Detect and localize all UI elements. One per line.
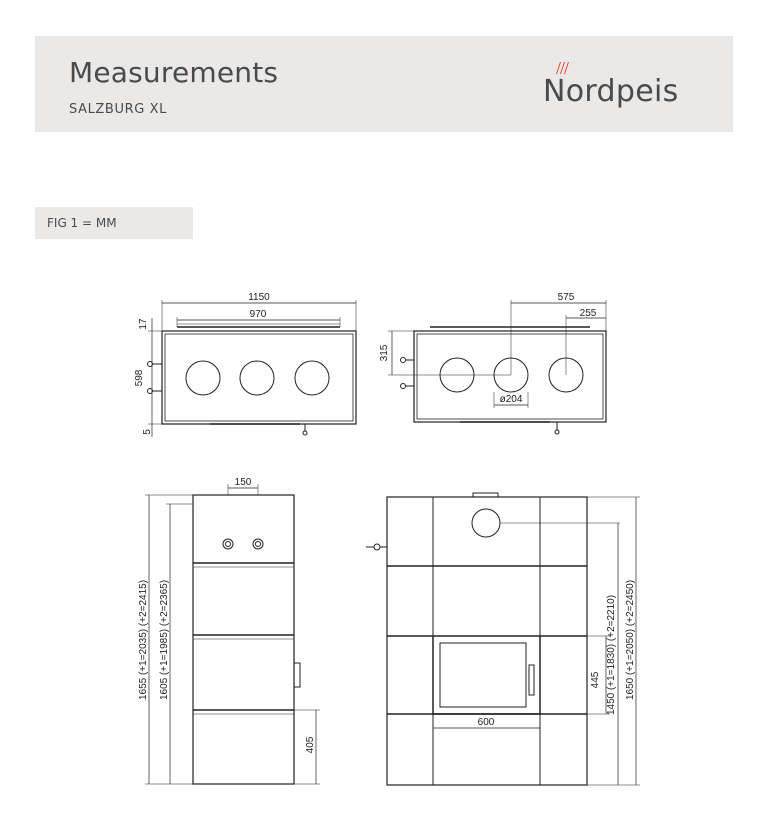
plan-view-left: [134, 292, 356, 437]
brand-logo-text: Nordpeis: [543, 74, 679, 109]
page-title: Measurements: [69, 56, 279, 89]
plan-left-outline: [162, 331, 356, 424]
side-body: [193, 495, 294, 784]
front-body: [387, 497, 587, 785]
dim-445: 445: [590, 671, 601, 689]
dim-1150: 1150: [248, 292, 270, 303]
flue-circle-1: [186, 361, 220, 395]
plan-view-right: [379, 292, 606, 434]
dim-598: 598: [134, 369, 145, 387]
dim-17: 17: [138, 318, 149, 330]
product-subtitle: SALZBURG XL: [69, 102, 167, 117]
dim-150: 150: [234, 477, 252, 488]
dim-1655: 1655 (+1=2035) (+2=2415): [138, 579, 149, 701]
front-elevation: [366, 493, 640, 785]
plan-right-outline: [414, 331, 606, 422]
dim-600: 600: [477, 717, 495, 728]
dim-d204: ø204: [499, 394, 523, 405]
plan-left-inner: [165, 334, 353, 421]
dim-575: 575: [557, 292, 575, 303]
side-elevation: [138, 477, 320, 784]
dim-405: 405: [305, 736, 316, 754]
dim-315: 315: [379, 344, 390, 362]
flue-outlet: [472, 509, 500, 537]
dim-970: 970: [249, 309, 267, 320]
handle-knob: [303, 431, 307, 435]
dim-255: 255: [579, 308, 597, 319]
flue-circle-3: [295, 361, 329, 395]
dim-5: 5: [142, 429, 153, 435]
flue-circle-2: [240, 361, 274, 395]
dim-1605: 1605 (+1=1985) (+2=2365): [159, 579, 170, 701]
firebox-door: [433, 636, 540, 714]
dim-1650: 1650 (+1=2050) (+2=2450): [625, 579, 636, 701]
dim-1450: 1450 (+1=1830) (+2=2210): [606, 594, 617, 716]
figure-unit-label: FIG 1 = MM: [47, 216, 117, 230]
